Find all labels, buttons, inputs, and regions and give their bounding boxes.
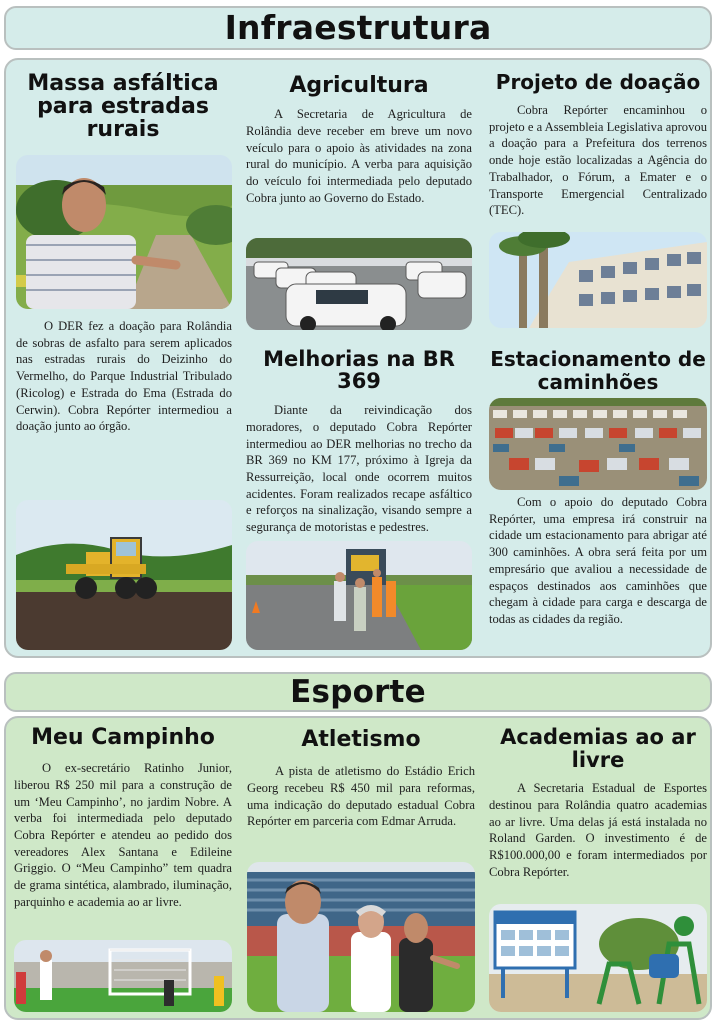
article-atletismo [247,728,475,830]
infraestrutura-panel [4,58,712,658]
article-body: A pista de atletismo do Estádio Erich Georg recebeu R$ 450 mil para reformas, uma indicação do deputado estadual Cobra Repórter em parceria com Edmar Arruda. [247,764,475,829]
article-meu-campinho [14,726,232,910]
photo-man-pointing-road [16,155,232,309]
article-title: Melhorias na BR 369 [263,347,455,394]
article-title: Massa asfáltica para estradas rurais [27,71,219,143]
article-estacionamento [489,348,707,394]
esporte-panel [4,716,712,1020]
article-title: Estacionamento de caminhões [490,347,706,394]
section-banner-infraestrutura: Infraestrutura [4,6,712,50]
article-massa-asfaltica [14,72,232,141]
section-banner-esporte: Esporte [4,672,712,712]
photo-road-grader [16,500,232,650]
article-body: A Secretaria de Agricultura de Rolândia deve receber em breve um novo veículo para o apoio às atividades na zona rural do município. A verba para aquisição do veículo foi intermediada pelo deputado Cobra junto ao Governo do Estado. [246,107,472,205]
article-body: O DER fez a doação para Rolândia de sobras de asfalto para serem aplicados nas estradas rurais do Deizinho do Vermelho, do Parque Industrial Tribulado (Ricolog) e Estrada do Ema (Estrada do Cerwin). Cobra Repórter intermediou a doação junto ao órgão. [16,319,232,434]
article-title: Academias ao ar livre [500,725,696,773]
article-title: Agricultura [289,73,429,98]
article-projeto-doacao [489,72,707,219]
article-body: Com o apoio do deputado Cobra Repórter, uma empresa irá construir na cidade um estacionamento para abrigar até 300 caminhões. A obra será feita por um empresário que avaliou a necessidade de espaços destinados aos caminhões que chegam à cidade para carga e descarga de todas as cidades da região. [489,495,707,626]
article-body: A Secretaria Estadual de Esportes destinou para Rolândia quatro academias ao ar livre. Uma delas já está instalada no Roland Garden. O investimento é de R$100.000,00 e foram intermediados por Cobra Repórter. [489,781,707,879]
photo-outdoor-gym [489,904,707,1012]
article-title: Projeto de doação [495,70,701,94]
article-body: Cobra Repórter encaminhou o projeto e a Assembleia Legislativa aprovou a doação para a Prefeitura dos terrenos onde hoje estão localizadas a Agência do Trabalhador, o Fórum, a Emater e o Transporte Emergencial Centralizado (TEC). [489,103,707,218]
article-title: Meu Campinho [31,725,215,750]
article-title: Atletismo [301,727,421,752]
photo-truck-parking [489,398,707,490]
article-agricultura [246,74,472,206]
photo-stadium-visit [247,862,475,1012]
photo-soccer-field [14,940,232,1012]
article-body: Diante da reivindicação dos moradores, o deputado Cobra Repórter intermediou ao DER melhorias no trecho da BR 369 no KM 177, próximo à Igreja da Ressurreição, local onde ocorrem muitos acidentes. Foram realizados recape asfáltico e reforços na sinalização, visando sempre a segurança de motoristas e pedestres. [246,403,472,535]
article-br369 [246,348,472,536]
article-body: O ex-secretário Ratinho Junior, liberou R$ 250 mil para a construção de um ‘Meu Campinho’, no jardim Nobre. A verba foi intermediada pelo deputado Cobra Repórter e atendeu ao pedido dos vereadores Alex Santana e Edileine Griggio. O “Meu Campinho” tem quadra de grama sintética, alambrado, iluminação, parquinho e academia ao ar livre. [14,761,232,909]
photo-road-works [246,541,472,650]
photo-white-vehicles [246,238,472,330]
article-academias [489,726,707,880]
photo-building-palms [489,232,707,328]
